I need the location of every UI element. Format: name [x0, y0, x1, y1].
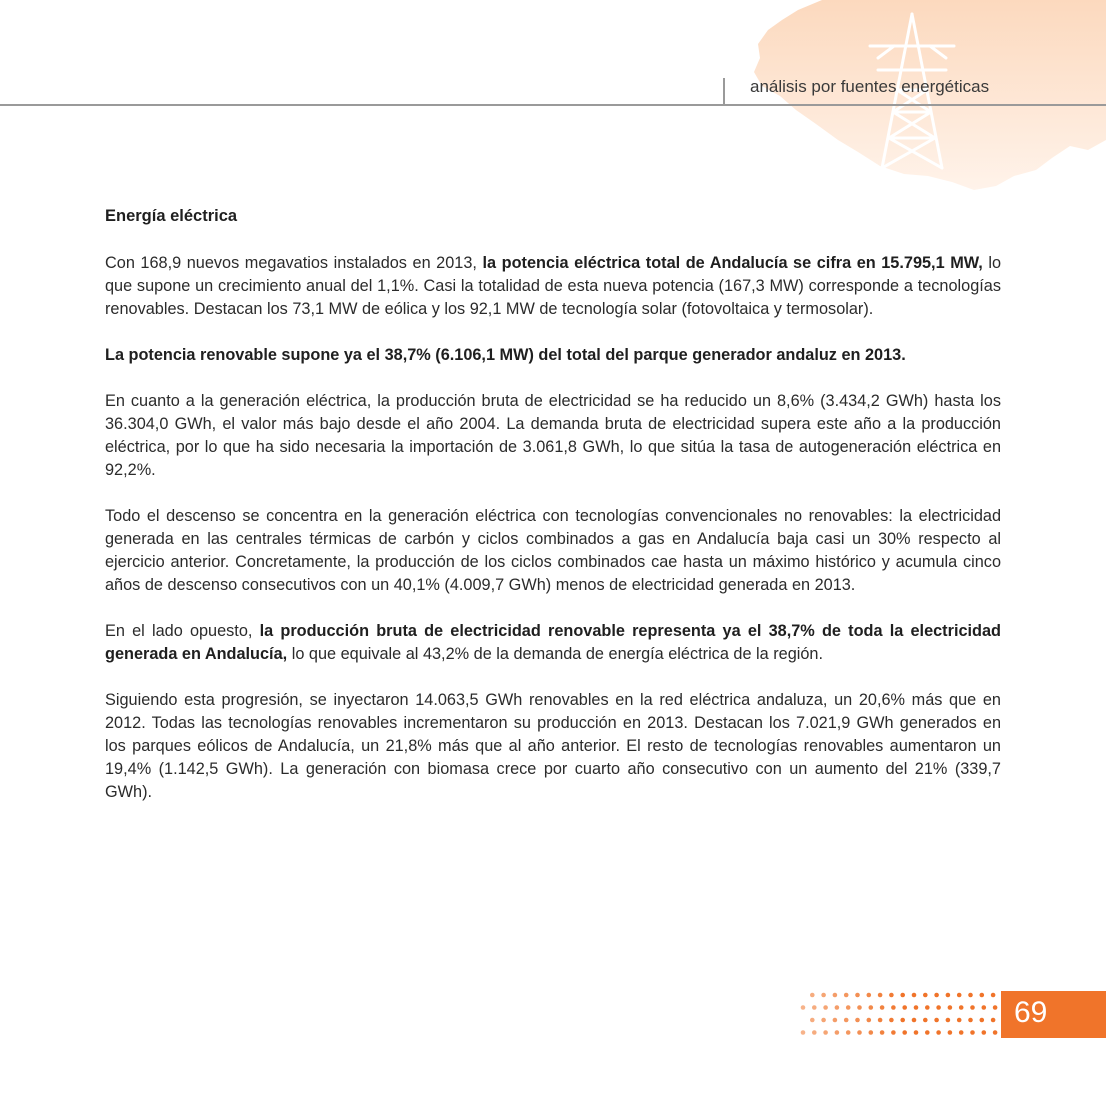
decorative-dot — [948, 1030, 953, 1035]
paragraph-4-text-a: En el lado opuesto, — [105, 622, 260, 640]
page-number: 69 — [1014, 996, 1048, 1029]
decorative-dot — [957, 993, 962, 998]
decorative-dot — [912, 993, 917, 998]
paragraph-4 — [105, 620, 1001, 666]
page-number-box — [1001, 991, 1106, 1038]
article-body — [105, 205, 1001, 827]
paragraph-4-text-b: lo que equivale al 43,2% de la demanda de energía eléctrica de la región. — [287, 645, 824, 663]
section-heading: Energía eléctrica — [105, 207, 238, 225]
decorative-dot — [891, 1005, 896, 1010]
decorative-dot — [902, 1005, 907, 1010]
decorative-dot — [968, 1018, 973, 1023]
paragraph-1-text-a: Con 168,9 nuevos megavatios instalados en 2013, — [105, 254, 483, 272]
decorative-dot — [980, 1018, 985, 1023]
decorative-dot — [936, 1030, 941, 1035]
decorative-dot — [857, 1030, 862, 1035]
decorative-dot — [946, 993, 951, 998]
paragraph-2: En cuanto a la generación eléctrica, la producción bruta de electricidad se ha reducido un 8,6% (3.434,2 GWh) hasta los 36.304,0 GWh, el valor más bajo desde el año 2004. La demanda bruta de electricidad supera este año a la producción eléctrica, por lo que ha sido necesaria la importación de 3.061,8 GWh, lo que sitúa la tasa de autogeneración eléctrica en 92,2%. — [105, 392, 1001, 479]
decorative-dot — [833, 993, 838, 998]
decorative-dot — [855, 1018, 860, 1023]
decorative-dot — [869, 1030, 874, 1035]
decorative-dot — [801, 1005, 806, 1010]
decorative-dot — [936, 1005, 941, 1010]
decorative-dot — [821, 993, 826, 998]
decorative-dot — [993, 1030, 998, 1035]
section-title: análisis por fuentes energéticas — [750, 77, 990, 96]
decorative-dot — [835, 1030, 840, 1035]
decorative-dot — [968, 993, 973, 998]
decorative-dot — [991, 993, 996, 998]
decorative-dot — [914, 1005, 919, 1010]
decorative-dot — [959, 1005, 964, 1010]
decorative-dot — [812, 1005, 817, 1010]
decorative-dot — [857, 1005, 862, 1010]
decorative-dot — [900, 1018, 905, 1023]
decorative-dot — [959, 1030, 964, 1035]
decorative-dot — [833, 1018, 838, 1023]
decorative-dot — [982, 1030, 987, 1035]
decorative-dot — [889, 1018, 894, 1023]
paragraph-1 — [105, 252, 1001, 321]
decorative-dot — [855, 993, 860, 998]
decorative-dot — [925, 1030, 930, 1035]
decorative-dot — [823, 1030, 828, 1035]
decorative-dot-pattern — [796, 990, 1000, 1038]
decorative-dot — [970, 1005, 975, 1010]
decorative-dot — [867, 993, 872, 998]
decorative-dot — [810, 993, 815, 998]
decorative-dot — [934, 993, 939, 998]
decorative-dot — [844, 993, 849, 998]
header-divider-tick — [723, 78, 725, 105]
decorative-dot — [878, 1018, 883, 1023]
paragraph-5: Siguiendo esta progresión, se inyectaron 14.063,5 GWh renovables en la red eléctrica andaluza, un 20,6% más que en 2012. Todas las tecnologías renovables incrementaron su producción en 2013. Destacan los 7.021,9 GWh generados en los parques eólicos de Andalucía, un 21,8% más que al año anterior. El resto de tecnologías renovables aumentaron un 19,4% (1.142,5 GWh). La generación con biomasa crece por cuarto año consecutivo con un aumento del 21% (339,7 GWh). — [105, 691, 1001, 801]
decorative-dot — [889, 993, 894, 998]
decorative-dot — [993, 1005, 998, 1010]
decorative-dot — [923, 1018, 928, 1023]
decorative-dot — [934, 1018, 939, 1023]
decorative-dot — [821, 1018, 826, 1023]
decorative-dot — [835, 1005, 840, 1010]
decorative-dot — [880, 1005, 885, 1010]
decorative-dot — [846, 1030, 851, 1035]
decorative-dot — [846, 1005, 851, 1010]
decorative-dot — [823, 1005, 828, 1010]
decorative-dot — [991, 1018, 996, 1023]
decorative-dot — [912, 1018, 917, 1023]
decorative-dot — [970, 1030, 975, 1035]
decorative-dot — [980, 993, 985, 998]
decorative-dot — [891, 1030, 896, 1035]
decorative-dot — [880, 1030, 885, 1035]
decorative-dot — [878, 993, 883, 998]
decorative-dot — [948, 1005, 953, 1010]
decorative-dot — [925, 1005, 930, 1010]
paragraph-3: Todo el descenso se concentra en la generación eléctrica con tecnologías convencionales no renovables: la electricidad generada en las centrales térmicas de carbón y ciclos combinados a gas en Andalucía baja casi un 30% respecto al ejercicio anterior. Concretamente, la producción de los ciclos combinados cae hasta un máximo histórico y acumula cinco años de descenso consecutivos con un 40,1% (4.009,7 GWh) menos de electricidad generada en 2013. — [105, 507, 1001, 594]
decorative-dot — [801, 1030, 806, 1035]
decorative-dot — [869, 1005, 874, 1010]
decorative-dot — [812, 1030, 817, 1035]
decorative-dot — [946, 1018, 951, 1023]
decorative-dot — [810, 1018, 815, 1023]
header-rule — [0, 104, 1106, 106]
decorative-dot — [867, 1018, 872, 1023]
decorative-dot — [900, 993, 905, 998]
andalucia-map-power-tower-icon — [752, 0, 1106, 200]
decorative-dot — [844, 1018, 849, 1023]
paragraph-1-bold: la potencia eléctrica total de Andalucía se cifra en 15.795,1 MW, — [482, 254, 983, 272]
decorative-dot — [982, 1005, 987, 1010]
decorative-dot — [914, 1030, 919, 1035]
paragraph-1-text-b: lo que supone un crecimiento anual del 1,1%. Casi la totalidad de esta nueva potencia (167,3 MW) corresponde a tecnologías renovables. Destacan los 73,1 MW de eólica y los 92,1 MW de tecnología solar (fotovoltaica y termosolar). — [105, 254, 1002, 318]
decorative-dot — [923, 993, 928, 998]
decorative-dot — [957, 1018, 962, 1023]
highlight-statement: La potencia renovable supone ya el 38,7% (6.106,1 MW) del total del parque generador andaluz en 2013. — [105, 346, 906, 364]
decorative-dot — [902, 1030, 907, 1035]
paragraph-4-bold: la producción bruta de electricidad renovable representa ya el 38,7% de toda la electricidad generada en Andalucía, — [105, 622, 1001, 663]
